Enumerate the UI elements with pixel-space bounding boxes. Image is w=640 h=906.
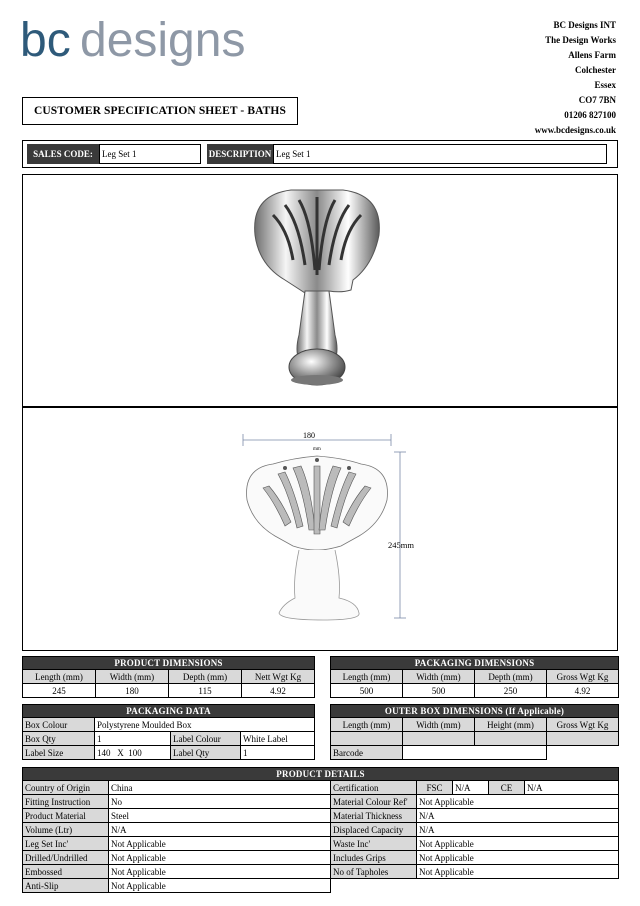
company-logo [20,6,270,86]
certification-label: Certification [331,781,417,795]
product-weight-value: 4.92 [242,684,315,698]
address-line: Colchester [575,65,616,75]
detail-label: Material Colour Ref' [331,795,417,809]
product-details-title: PRODUCT DETAILS [23,768,619,781]
column-header: Gross Wgt Kg [547,670,619,684]
fsc-value: N/A [453,781,489,795]
column-header: Depth (mm) [475,670,547,684]
detail-label: Fitting Instruction [23,795,109,809]
column-header: Width (mm) [96,670,169,684]
detail-label: Waste Inc' [331,837,417,851]
detail-label: Embossed [23,865,109,879]
leg-drawing [23,408,616,649]
sales-code-bar [22,140,618,168]
detail-label: No of Tapholes [331,865,417,879]
column-header: Length (mm) [331,670,403,684]
label-qty-value: 1 [241,746,315,760]
column-header: Length (mm) [23,670,96,684]
detail-value: Not Applicable [417,865,619,879]
outer-weight-value [547,732,619,746]
address-line: Essex [594,80,616,90]
detail-value: Not Applicable [109,865,331,879]
product-photo-panel [22,174,618,407]
barcode-label: Barcode [331,746,403,760]
sales-code-label: SALES CODE: [27,144,99,164]
detail-label: Drilled/Undrilled [23,851,109,865]
detail-label: Volume (Ltr) [23,823,109,837]
leg-photo [23,175,616,405]
packaging-depth-value: 250 [475,684,547,698]
label-colour-label: Label Colour [171,732,241,746]
detail-value: China [109,781,331,795]
label-qty-label: Label Qty [171,746,241,760]
detail-label: Includes Grips [331,851,417,865]
column-header: Width (mm) [403,670,475,684]
company-address [535,18,616,138]
width-dimension-unit: mm [313,447,321,452]
detail-value: Not Applicable [417,851,619,865]
outer-length-value [331,732,403,746]
detail-value: Not Applicable [417,795,619,809]
product-dimensions-table [22,656,315,698]
outer-box-table [330,704,619,760]
column-header: Depth (mm) [169,670,242,684]
outer-box-title: OUTER BOX DIMENSIONS (If Applicable) [331,705,619,718]
label-colour-value: White Label [241,732,315,746]
detail-value: N/A [417,823,619,837]
detail-value: No [109,795,331,809]
description-value: Leg Set 1 [273,144,607,164]
detail-value: Not Applicable [109,879,331,893]
column-header: Nett Wgt Kg [242,670,315,684]
detail-label: Displaced Capacity [331,823,417,837]
column-header: Length (mm) [331,718,403,732]
product-length-value: 245 [23,684,96,698]
detail-value: N/A [417,809,619,823]
detail-label: Anti-Slip [23,879,109,893]
box-colour-label: Box Colour [23,718,95,732]
barcode-value [403,746,547,760]
ce-label: CE [489,781,525,795]
outer-height-value [475,732,547,746]
column-header: Height (mm) [475,718,547,732]
ce-value: N/A [525,781,619,795]
address-line: The Design Works [545,35,616,45]
column-header: Gross Wgt Kg [547,718,619,732]
column-header: Width (mm) [403,718,475,732]
detail-value: Not Applicable [417,837,619,851]
product-details-table [22,767,619,893]
detail-label: Material Thickness [331,809,417,823]
box-colour-value: Polystyrene Moulded Box [95,718,315,732]
sales-code-value: Leg Set 1 [99,144,201,164]
product-width-value: 180 [96,684,169,698]
company-phone: 01206 827100 [564,110,616,120]
detail-label: Leg Set Inc' [23,837,109,851]
product-depth-value: 115 [169,684,242,698]
technical-drawing-panel [22,407,618,651]
detail-value: Not Applicable [109,851,331,865]
height-dimension-value: 245mm [388,540,414,550]
label-size-label: Label Size [23,746,95,760]
description-label: DESCRIPTION [207,144,273,164]
company-website[interactable]: www.bcdesigns.co.uk [534,125,616,135]
logo-bc-text: bc [20,14,71,67]
packaging-data-title: PACKAGING DATA [23,705,315,718]
box-qty-value: 1 [95,732,171,746]
packaging-data-table [22,704,315,760]
company-name: BC Designs INT [553,20,616,30]
box-qty-label: Box Qty [23,732,95,746]
address-line: Allens Farm [568,50,616,60]
detail-value: N/A [109,823,331,837]
detail-label: Country of Origin [23,781,109,795]
product-dimensions-title: PRODUCT DIMENSIONS [23,657,315,670]
detail-value: Not Applicable [109,837,331,851]
detail-label: Product Material [23,809,109,823]
packaging-width-value: 500 [403,684,475,698]
packaging-length-value: 500 [331,684,403,698]
fsc-label: FSC [417,781,453,795]
address-line: CO7 7BN [578,95,616,105]
packaging-weight-value: 4.92 [547,684,619,698]
logo-designs-text: designs [80,14,246,67]
width-dimension-value: 180 [303,431,315,440]
label-size-value: 140 X 100 [95,746,171,760]
sheet-title: CUSTOMER SPECIFICATION SHEET - BATHS [22,97,298,125]
detail-value: Steel [109,809,331,823]
packaging-dimensions-title: PACKAGING DIMENSIONS [331,657,619,670]
outer-width-value [403,732,475,746]
packaging-dimensions-table [330,656,619,698]
